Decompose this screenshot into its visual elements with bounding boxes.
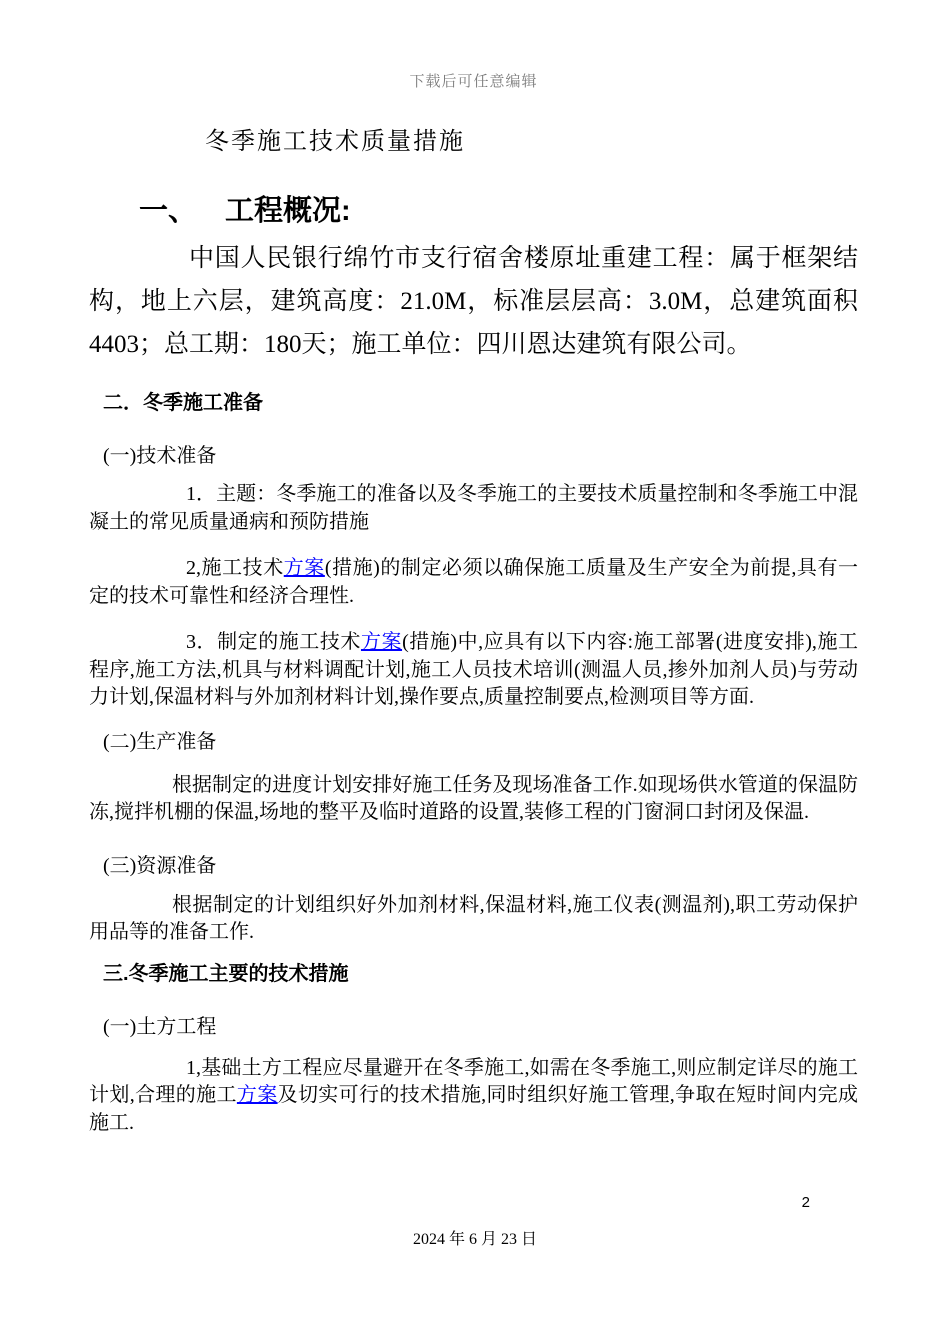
plan-link-2[interactable]: 方案 xyxy=(360,631,403,653)
earthwork-item-1-text-after: 及切实可行的技术措施,同时组织好施工管理,争取在短时间内完成施工. xyxy=(89,1084,859,1134)
tech-prep-item-3-text-after: (措施)中,应具有以下内容:施工部署(进度安排),施工程序,施工方法,机具与材料调配计划,施工人员技术培训(测温人员,掺外加剂人员)与劳动力计划,保温材料与外加剂材料计划,操作要点,质量控制要点,检测项目等方面. xyxy=(89,631,859,708)
section-2-heading: 二．冬季施工准备 xyxy=(103,392,263,414)
earthwork-item-1 xyxy=(89,1055,858,1138)
resource-prep-heading: (三)资源准备 xyxy=(103,854,217,877)
section-1-heading xyxy=(139,188,858,229)
tech-prep-item-3-text-before: 3．制定的施工技术 xyxy=(186,631,361,653)
watermark-edit-note: 下载后可任意编辑 xyxy=(409,74,538,90)
tech-prep-item-3 xyxy=(89,629,858,712)
earthwork-item-1-text-before: 1,基础土方工程应尽量避开在冬季施工,如需在冬季施工,则应制定详尽的施工计划,合理的施工 xyxy=(89,1056,858,1106)
resource-prep-paragraph: 根据制定的计划组织好外加剂材料,保温材料,施工仪表(测温剂),职工劳动保护用品等的准备工作. xyxy=(89,893,858,943)
tech-prep-item-1: 1．主题：冬季施工的准备以及冬季施工的主要技术质量控制和冬季施工中混凝土的常见质量通病和预防措施 xyxy=(89,483,858,533)
section-1-title: 工程概况: xyxy=(225,195,351,227)
plan-link-1[interactable]: 方案 xyxy=(283,557,325,579)
tech-prep-item-2-text-after: (措施)的制定必须以确保施工质量及生产安全为前提,具有一定的技术可靠性和经济合理性. xyxy=(89,557,859,607)
production-prep-paragraph: 根据制定的进度计划安排好施工任务及现场准备工作.如现场供水管道的保温防冻,搅拌机棚的保温,场地的整平及临时道路的设置,装修工程的门窗洞口封闭及保温. xyxy=(89,773,858,823)
earthwork-heading: (一)土方工程 xyxy=(103,1015,217,1038)
section-3-heading: 三.冬季施工主要的技术措施 xyxy=(103,962,349,985)
tech-prep-item-2-text-before: 2,施工技术 xyxy=(186,557,284,579)
overview-paragraph: 中国人民银行绵竹市支行宿舍楼原址重建工程：属于框架结构，地上六层，建筑高度：21.0M，标准层层高：3.0M，总建筑面积4403；总工期：180天；施工单位：四川恩达建筑有限公司。 xyxy=(89,245,858,358)
page-number: 2 xyxy=(801,1194,810,1211)
footer-date: 2024 年 6 月 23 日 xyxy=(412,1231,537,1248)
tech-prep-item-2 xyxy=(89,555,858,610)
plan-link-3[interactable]: 方案 xyxy=(236,1084,278,1106)
production-prep-heading: (二)生产准备 xyxy=(103,730,217,753)
section-1-number: 一、 xyxy=(139,195,198,227)
tech-prep-heading: (一)技术准备 xyxy=(103,445,217,467)
document-title: 冬季施工技术质量措施 xyxy=(205,128,465,155)
